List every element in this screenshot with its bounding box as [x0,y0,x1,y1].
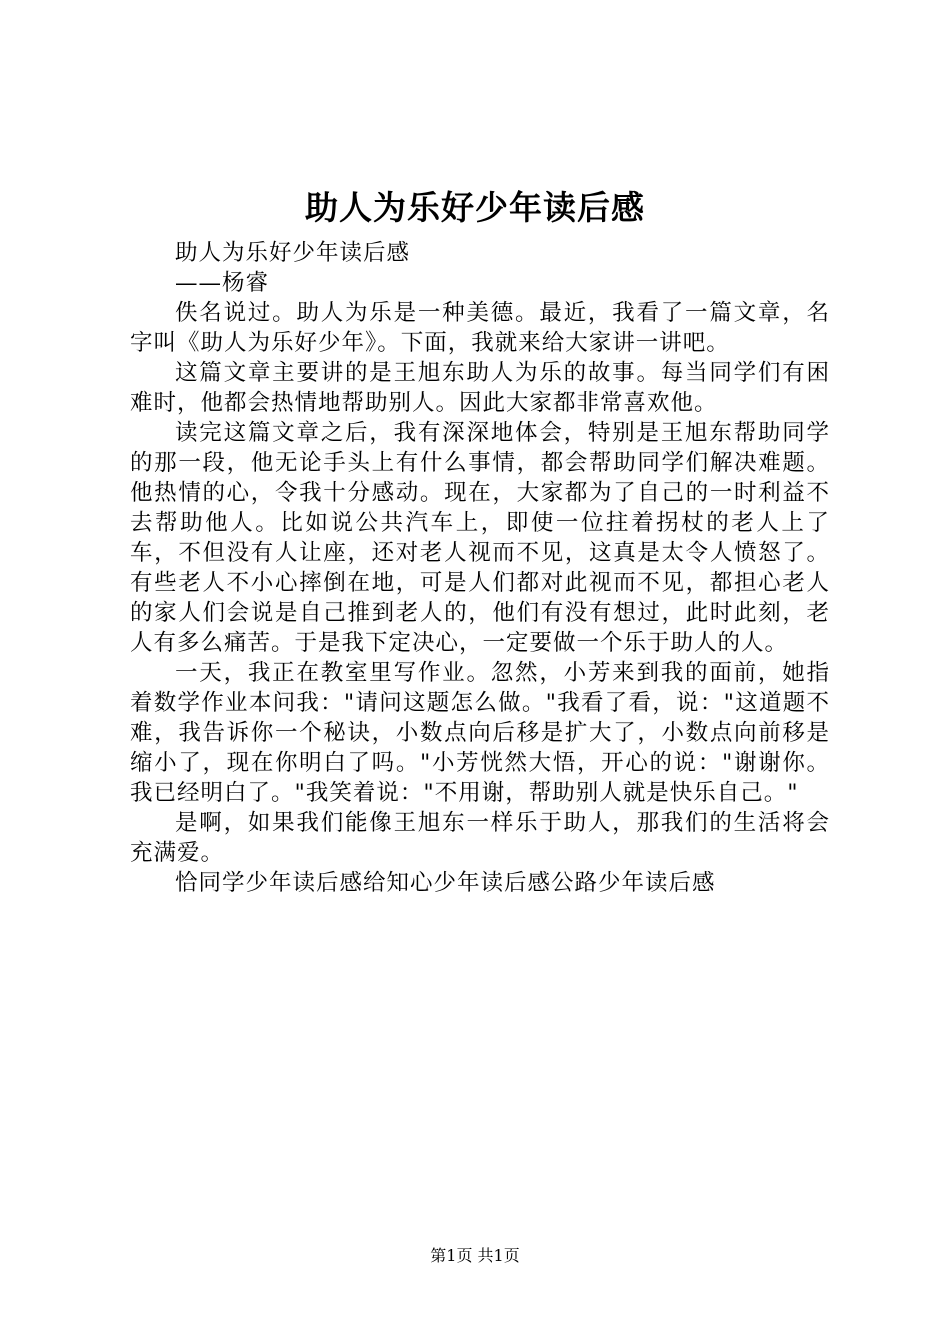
body-paragraph: 佚名说过。助人为乐是一种美德。最近，我看了一篇文章，名字叫《助人为乐好少年》。下面，我就来给大家讲一讲吧。 [130,300,830,356]
body-paragraph-subtitle: 助人为乐好少年读后感 [175,240,411,266]
body-paragraph: 这篇文章主要讲的是王旭东助人为乐的故事。每当同学们有困难时，他都会热情地帮助别人。因此大家都非常喜欢他。 [130,360,830,416]
body-paragraph-related: 恰同学少年读后感给知心少年读后感公路少年读后感 [175,870,716,896]
body-paragraph: 读完这篇文章之后，我有深深地体会，特别是王旭东帮助同学的那一段，他无论手头上有什么事情，都会帮助同学们解决难题。他热情的心，令我十分感动。现在，大家都为了自己的一时利益不去帮助他人。比如说公共汽车上，即使一位拄着拐杖的老人上了车，不但没有人让座，还对老人视而不见，这真是太令人愤怒了。有些老人不小心摔倒在地，可是人们都对此视而不见，都担心老人的家人们会说是自己推到老人的，他们有没有想过，此时此刻，老人有多么痛苦。于是我下定决心，一定要做一个乐于助人的人。 [130,420,830,656]
document-body [130,238,830,898]
document-title: 助人为乐好少年读后感 [305,188,645,227]
body-paragraph-author: ——杨睿 [175,270,270,296]
body-paragraph: 一天，我正在教室里写作业。忽然，小芳来到我的面前，她指着数学作业本问我："请问这题怎么做。"我看了看，说："这道题不难，我告诉你一个秘诀，小数点向后移是扩大了，小数点向前移是缩小了，现在你明白了吗。"小芳恍然大悟，开心的说："谢谢你。我已经明白了。"我笑着说："不用谢，帮助别人就是快乐自己。" [130,660,830,806]
page-number: 第1页 共1页 [430,1246,520,1265]
body-paragraph: 是啊，如果我们能像王旭东一样乐于助人，那我们的生活将会充满爱。 [130,810,830,866]
